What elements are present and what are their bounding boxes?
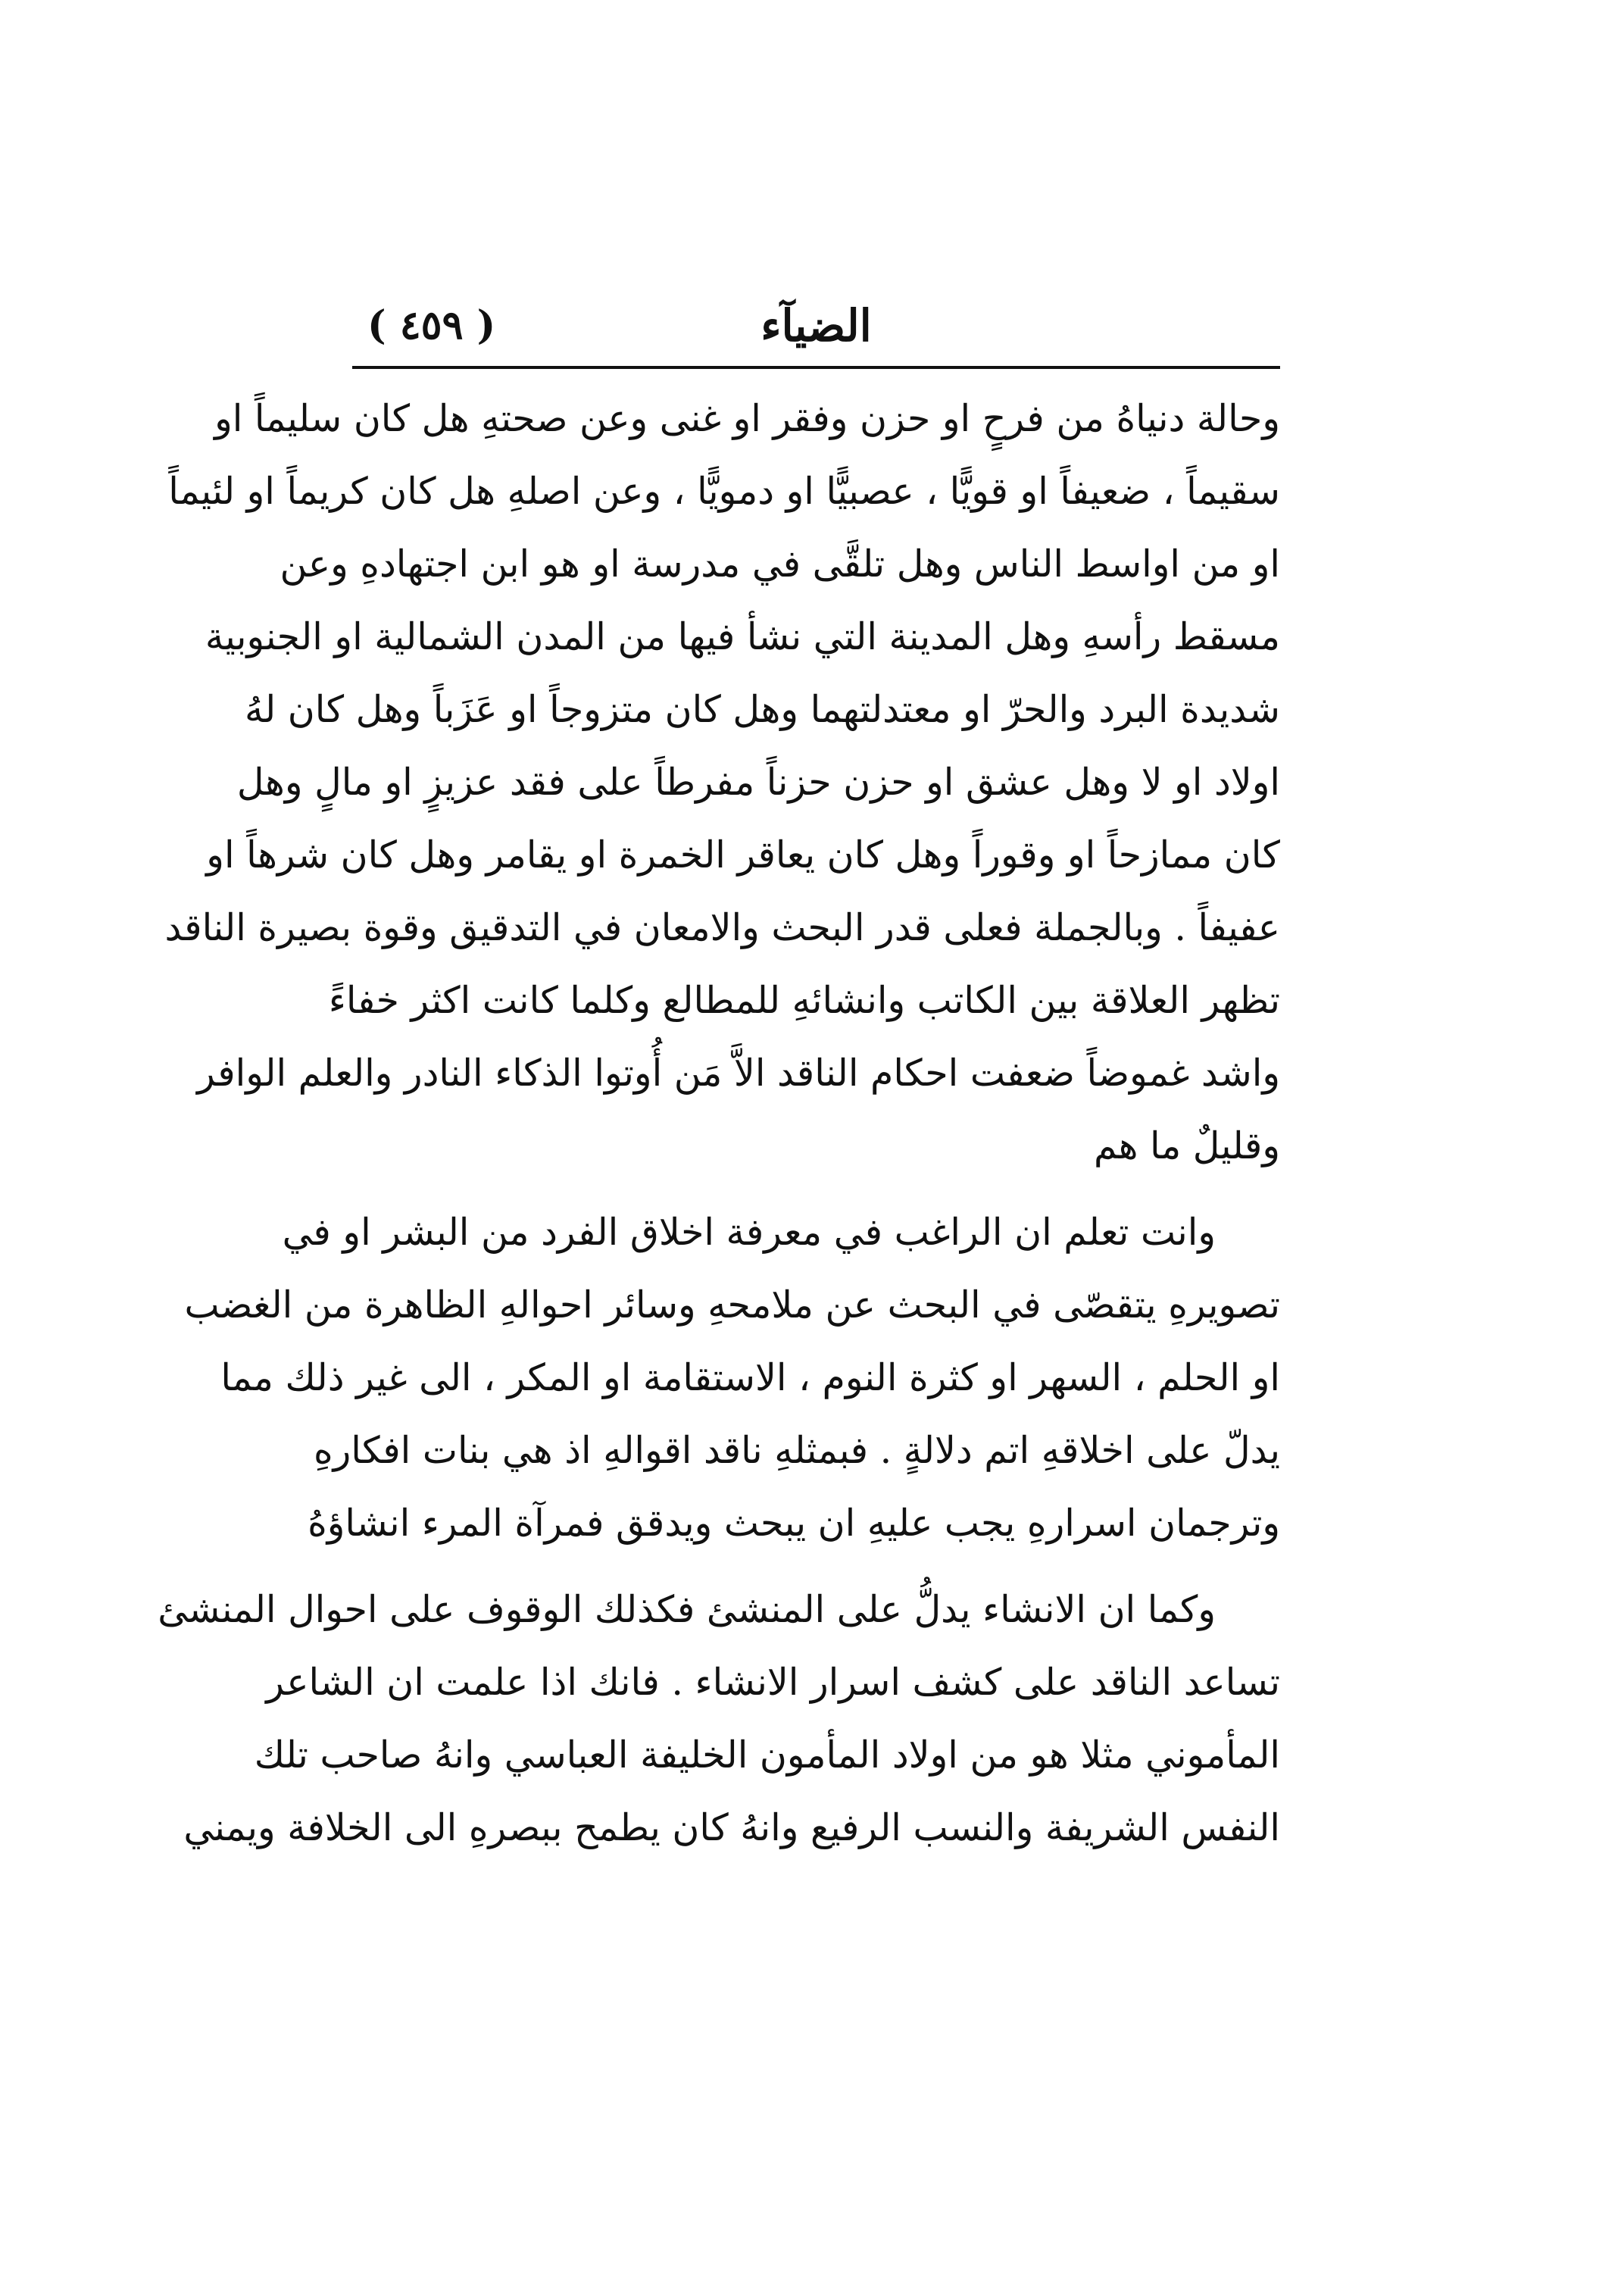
text-line: وقليلٌ ما هم [1094,1124,1280,1167]
text-line: شديدة البرد والحرّ او معتدلتهما وهل كان متزوجاً او عَزَباً وهل كان لهُ [245,688,1280,731]
page-number: ( ٤٥٩ ) [367,302,496,348]
text-line: سقيماً ، ضعيفاً او قويًّا ، عصبيًّا او دمويًّا ، وعن اصلهِ هل كان كريماً او لئيماً [168,470,1280,513]
text-line: واشد غموضاً ضعفت احكام الناقد الاَّ مَن أُوتوا الذكاء النادر والعلم الوافر [197,1052,1280,1095]
text-line: عفيفاً . وبالجملة فعلى قدر البحث والامعان في التدقيق وقوة بصيرة الناقد [164,906,1280,949]
header-divider [352,366,1280,369]
body-text [158,383,1280,1864]
paragraph-2 [184,1196,1280,1560]
text-line: كان ممازحاً او وقوراً وهل كان يعاقر الخمرة او يقامر وهل كان شرهاً او [206,833,1280,877]
text-line: وترجمان اسرارهِ يجب عليهِ ان يبحث ويدقق فمرآة المرء انشاؤهُ [308,1502,1280,1545]
text-line: تظهر العلاقة بين الكاتب وانشائهِ للمطالع وكلما كانت اكثر خفاءً [328,979,1280,1022]
text-line: تساعد الناقد على كشف اسرار الانشاء . فانك اذا علمت ان الشاعر [266,1661,1280,1704]
text-line: وانت تعلم ان الراغب في معرفة اخلاق الفرد من البشر او في [282,1211,1216,1254]
text-line: تصويرهِ يتقصّى في البحث عن ملامحهِ وسائر احوالهِ الظاهرة من الغضب [184,1283,1280,1327]
text-line: يدلّ على اخلاقهِ اتم دلالةٍ . فبمثلهِ ناقد اقوالهِ اذ هي بنات افكارهِ [313,1429,1280,1472]
journal-title: الضيآء [760,300,872,352]
text-line: وحالة دنياهُ من فرحٍ او حزن وفقر او غنى وعن صحتهِ هل كان سليماً او [214,397,1280,440]
text-line: او من اواسط الناس وهل تلقَّى في مدرسة او هو ابن اجتهادهِ وعن [280,542,1280,586]
text-line: او الحلم ، السهر او كثرة النوم ، الاستقامة او المكر ، الى غير ذلك مما [220,1356,1280,1399]
paragraph-1 [164,383,1280,1183]
page-header [352,292,1280,360]
paragraph-3 [158,1574,1280,1864]
text-line: المأموني مثلا هو من اولاد المأمون الخليفة العباسي وانهُ صاحب تلك [254,1733,1280,1777]
text-line: وكما ان الانشاء يدلُّ على المنشئ فكذلك الوقوف على احوال المنشئ [158,1588,1216,1631]
text-line: النفس الشريفة والنسب الرفيع وانهُ كان يطمح ببصرهِ الى الخلافة ويمني [183,1806,1280,1849]
text-line: اولاد او لا وهل عشق او حزن حزناً مفرطاً على فقد عزيزٍ او مالٍ وهل [236,761,1280,804]
text-line: مسقط رأسهِ وهل المدينة التي نشأ فيها من المدن الشمالية او الجنوبية [205,615,1280,658]
